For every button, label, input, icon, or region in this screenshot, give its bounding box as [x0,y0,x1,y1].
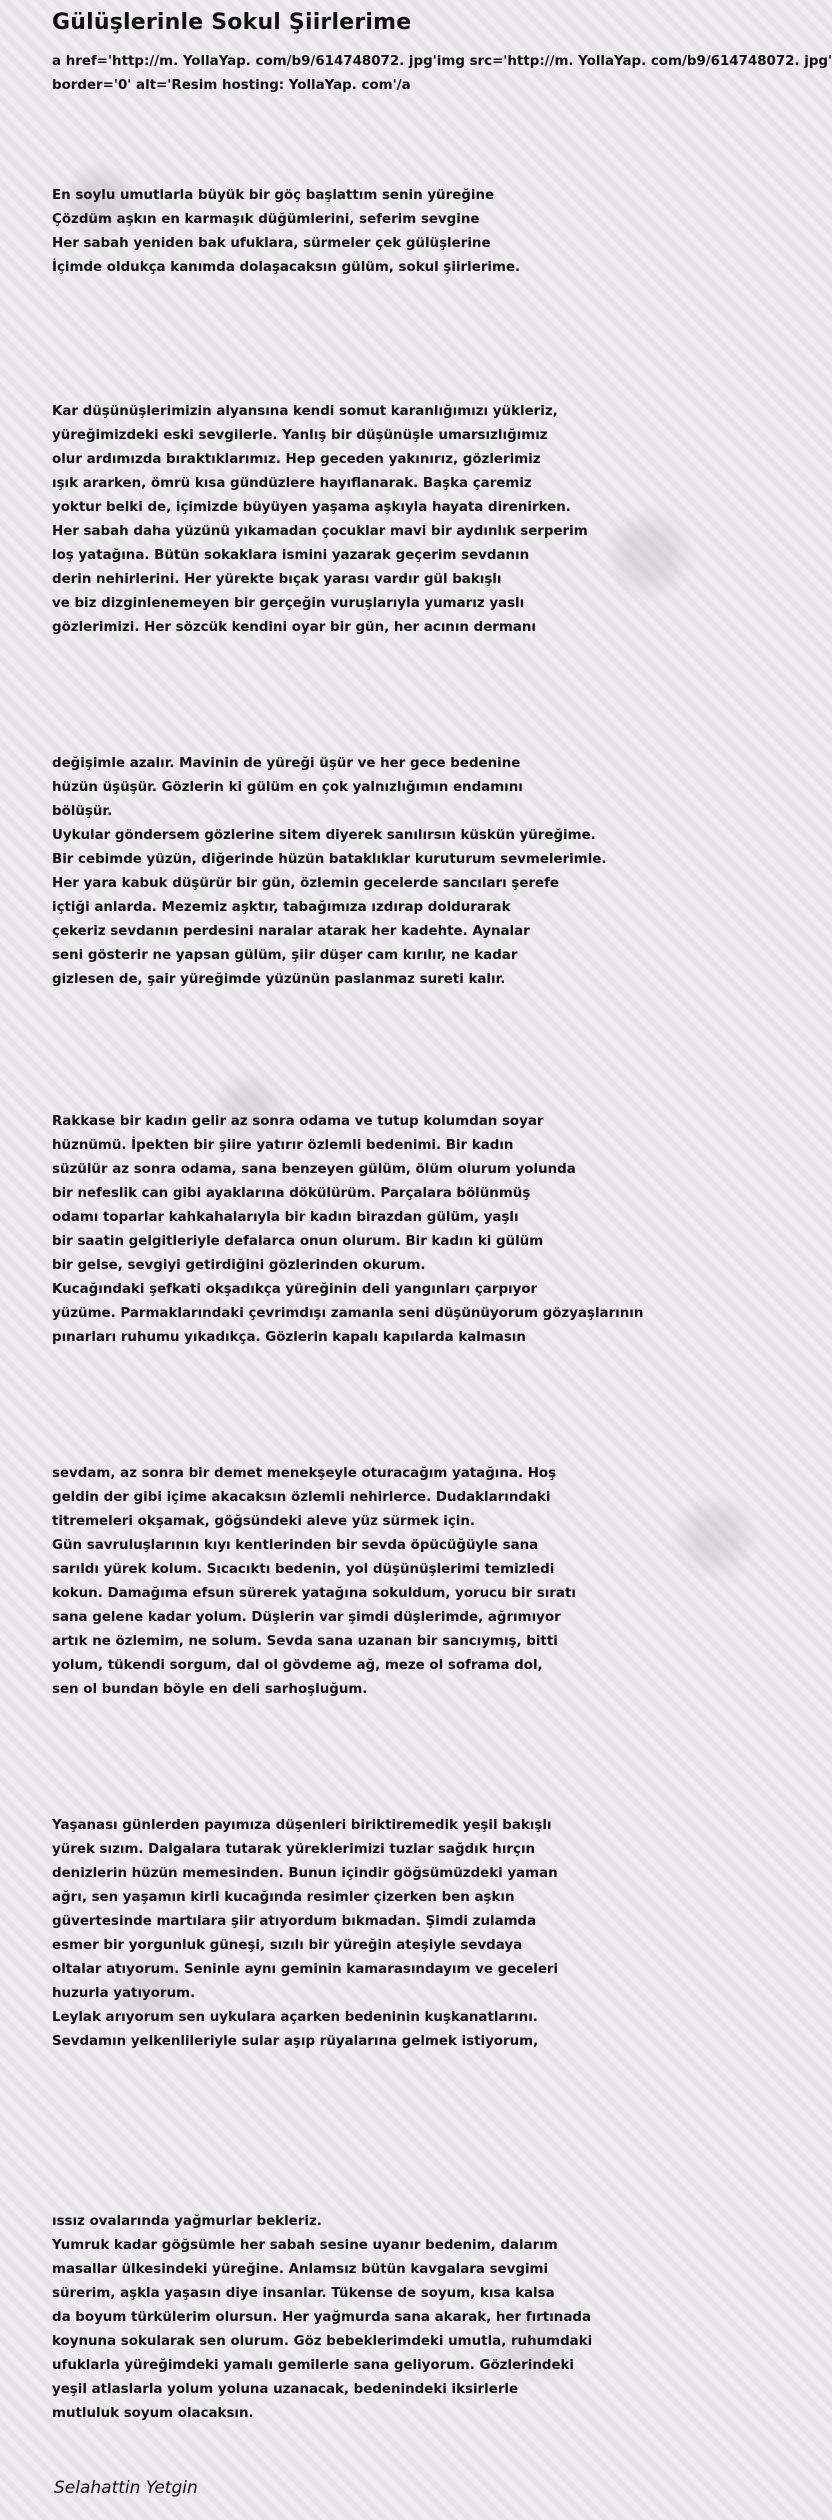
poem-line: Yaşanası günlerden payımıza düşenleri biriktiremedik yeşil bakışlı [52,1818,552,1833]
poem-line: oltalar atıyorum. Seninle aynı geminin kamarasındayım ve geceleri [52,1962,559,1977]
poem-line: pınarları ruhumu yıkadıkça. Gözlerin kapalı kapılarda kalmasın [52,1330,526,1345]
poem-line: yoktur belki de, içimizde büyüyen yaşama aşkıyla hayata direnirken. [52,500,571,515]
poem-line: bir nefeslik can gibi ayaklarına dökülürüm. Parçalara bölünmüş [52,1186,531,1201]
poem-line: ışık ararken, ömrü kısa gündüzlere hayıflanarak. Başka çaremiz [52,476,532,491]
embed-code-line: a href='http://m. YollaYap. com/b9/614748072. jpg'img src='http://m. YollaYap. com/b9/614748072. jpg' [52,54,832,69]
stanza-4 [52,1110,644,1350]
poem-line: masallar ülkesindeki yüreğine. Anlamsız bütün kavgalara sevgimi [52,2262,549,2277]
poem-line: çekeriz sevdanın perdesini naralar atarak her kadehte. Aynalar [52,924,530,939]
poem-line: Yumruk kadar göğsümle her sabah sesine uyanır bedenim, dalarım [52,2238,558,2253]
poem-line: bir gelse, sevgiyi getirdiğini gözlerinden okurum. [52,1258,426,1273]
poem-line: Her sabah yeniden bak ufuklara, sürmeler çek gülüşlerine [52,236,491,251]
poem-line: sen ol bundan böyle en deli sarhoşluğum. [52,1682,368,1697]
poem-line: En soylu umutlarla büyük bir göç başlattım senin yüreğine [52,188,495,203]
poem-line: yüreğimizdeki eski sevgilerle. Yanlış bir düşünüşle umarsızlığımız [52,428,548,443]
poem-line: Gün savruluşlarının kıyı kentlerinden bir sevda öpücüğüyle sana [52,1538,539,1553]
poem-line: hüznümü. İpekten bir şiire yatırır özlemli bedenimi. Bir kadın [52,1138,514,1153]
embed-code-line: border='0' alt='Resim hosting: YollaYap. com'/a [52,78,411,93]
stanza-1 [52,184,640,280]
poem-line: İçimde oldukça kanımda dolaşacaksın gülüm, sokul şiirlerime. [52,260,521,275]
poem-line: geldin der gibi içime akacaksın özlemli nehirlerce. Dudaklarındaki [52,1490,551,1505]
poem-line: derin nehirlerini. Her yürekte bıçak yarası vardır gül bakışlı [52,572,502,587]
poem-line: artık ne özlemim, ne solum. Sevda sana uzanan bir sancıymış, bitti [52,1634,558,1649]
poem-line: Kar düşünüşlerimizin alyansına kendi somut karanlığımızı yükleriz, [52,404,558,419]
poem-title: Gülüşlerinle Sokul Şiirlerime [52,10,412,35]
poem-line: gizlesen de, şair yüreğimde yüzünün paslanmaz sureti kalır. [52,972,506,987]
poem-line: Bir cebimde yüzün, diğerinde hüzün bataklıklar kuruturum sevmelerimle. [52,852,607,867]
stanza-7 [52,2210,640,2426]
poem-line: da boyum türkülerim olursun. Her yağmurda sana akarak, her fırtınada [52,2310,591,2325]
poem-line: yüzüme. Parmaklarındaki çevrimdışı zamanla seni düşünüyorum gözyaşlarının [52,1306,644,1321]
poem-line: titremeleri okşamak, göğsündeki aleve yüz sürmek için. [52,1514,475,1529]
poem-line: ve biz dizginlenemeyen bir gerçeğin vuruşlarıyla yumarız yaslı [52,596,525,611]
poem-line: Kucağındaki şefkati okşadıkça yüreğinin deli yangınları çarpıyor [52,1282,538,1297]
poem-line: Uykular göndersem gözlerine sitem diyerek sanılırsın küskün yüreğime. [52,828,596,843]
poem-line: kokun. Damağıma efsun sürerek yatağına sokuldum, yorucu bir sıratı [52,1586,576,1601]
poem-line: seni gösterir ne yapsan gülüm, şiir düşer cam kırılır, ne kadar [52,948,518,963]
poem-line: koynuna sokularak sen olurum. Göz bebeklerimdeki umutla, ruhumdaki [52,2334,593,2349]
poem-line: sevdam, az sonra bir demet menekşeyle oturacağım yatağına. Hoş [52,1466,557,1481]
poem-line: ıssız ovalarında yağmurlar bekleriz. [52,2214,322,2229]
image-embed-code [52,50,832,98]
poem-line: sarıldı yürek kolum. Sıcacıktı bedenin, yol düşünüşlerimi temizledi [52,1562,555,1577]
poem-line: hüzün üşüşür. Gözlerin ki gülüm en çok yalnızlığımın endamını [52,780,523,795]
poem-line: değişimle azalır. Mavinin de yüreği üşür ve her gece bedenine [52,756,521,771]
poem-line: huzurla yatıyorum. [52,1986,196,2001]
poem-line: olur ardımızda bıraktıklarımız. Hep geceden yakınırız, gözlerimiz [52,452,541,467]
poem-line: gözlerimizi. Her sözcük kendini oyar bir gün, her acının dermanı [52,620,537,635]
poem-line: Çözdüm aşkın en karmaşık düğümlerini, seferim sevgine [52,212,480,227]
poem-line: denizlerin hüzün memesinden. Bunun içindir göğsümüzdeki yaman [52,1866,558,1881]
poem-line: güvertesinde martılara şiir atıyordum bıkmadan. Şimdi zulamda [52,1914,537,1929]
poem-line: Sevdamın yelkenlileriyle sular aşıp rüyalarına gelmek istiyorum, [52,2034,539,2049]
stanza-5 [52,1462,640,1702]
stanza-6 [52,1814,640,2054]
poem-line: Her yara kabuk düşürür bir gün, özlemin gecelerde sancıları şerefe [52,876,560,891]
poem-line: Her sabah daha yüzünü yıkamadan çocuklar mavi bir aydınlık serperim [52,524,588,539]
poem-line: Leylak arıyorum sen uykulara açarken bedeninin kuşkanatlarını. [52,2010,538,2025]
poem-line: bir saatin gelgitleriyle defalarca onun olurum. Bir kadın ki gülüm [52,1234,544,1249]
poem-line: yolum, tükendi sorgum, dal ol gövdeme ağ, meze ol soframa dol, [52,1658,543,1673]
poem-line: esmer bir yorgunluk güneşi, sızılı bir yüreğin ateşiyle sevdaya [52,1938,523,1953]
poem-line: bölüşür. [52,804,113,819]
stanza-3 [52,752,640,992]
poem-line: odamı toparlar kahkahalarıyla bir kadın birazdan gülüm, yaşlı [52,1210,519,1225]
poem-line: yeşil atlaslarla yolum yoluna uzanacak, bedenindeki iksirlerle [52,2382,519,2397]
author-signature: Selahattin Yetgin [54,2478,198,2498]
stanza-2 [52,400,640,640]
poem-line: süzülür az sonra odama, sana benzeyen gülüm, ölüm olurum yolunda [52,1162,576,1177]
poem-line: içtiği anlarda. Mezemiz aşktır, tabağımıza ızdırap doldurarak [52,900,511,915]
poem-line: yürek sızım. Dalgalara tutarak yüreklerimizi tuzlar sağdık hırçın [52,1842,536,1857]
poem-line: Rakkase bir kadın gelir az sonra odama ve tutup kolumdan soyar [52,1114,544,1129]
poem-line: loş yatağına. Bütün sokaklara ismini yazarak geçerim sevdanın [52,548,530,563]
poem-line: ağrı, sen yaşamın kirli kucağında resimler çizerken ben aşkın [52,1890,515,1905]
poem-line: sana gelene kadar yolum. Düşlerin var şimdi düşlerimde, ağrımıyor [52,1610,561,1625]
poem-line: mutluluk soyum olacaksın. [52,2406,254,2421]
poem-line: ufuklarla yüreğimdeki yamalı gemilerle sana geliyorum. Gözlerindeki [52,2358,575,2373]
poem-line: sürerim, aşkla yaşasın diye insanlar. Tükense de soyum, kısa kalsa [52,2286,555,2301]
